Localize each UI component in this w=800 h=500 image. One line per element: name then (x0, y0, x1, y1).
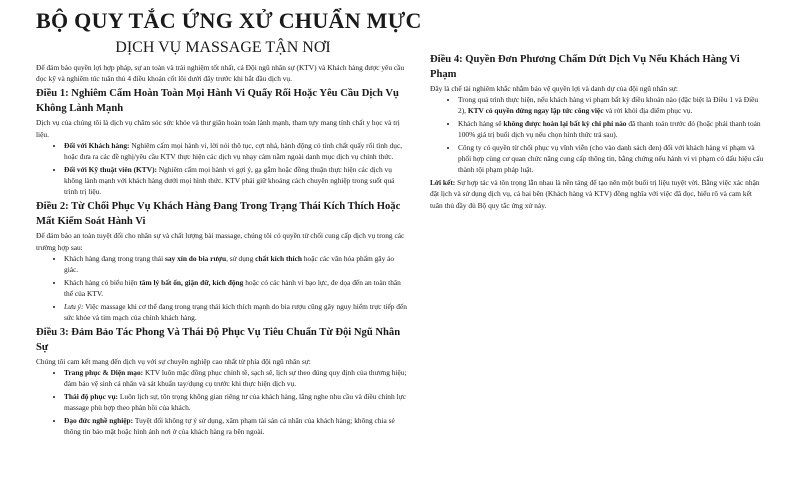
item-text: Công ty có quyền từ chối phục vụ vĩnh viễn (cho vào danh sách đen) đối với khách hàng vi phạm và phối hợp cùng cơ quan chức năng cung cấp thông tin, bằng chứng nếu hành vi vi phạm có dấu hiệu cấu thành tội phạm pháp luật. (458, 143, 764, 175)
item-text: và rời khỏi địa điểm phục vụ. (603, 106, 693, 116)
article-2-heading: Điều 2: Từ Chối Phục Vụ Khách Hàng Đang Trong Trạng Thái Kích Thích Hoặc Mất Kiểm Soát Hành Vi (36, 201, 401, 228)
article-4-heading: Điều 4: Quyền Đơn Phương Chấm Dứt Dịch Vụ Nếu Khách Hàng Vi Phạm (430, 54, 740, 80)
right-column (430, 52, 766, 211)
item-text: Khách hàng sẽ (458, 119, 504, 129)
item-text: Tuyệt đối không tự ý sử dụng, xâm phạm tài sản cá nhân của khách hàng; không chia sẻ thông tin bảo mật hoặc hình ảnh nơi ở của khách hàng ra bên ngoài. (64, 415, 395, 437)
list-item (64, 253, 410, 275)
closing-label: Lời kết: (430, 178, 456, 188)
article-3-list (36, 367, 410, 437)
item-text: Khách hàng đang trong trạng thái (64, 253, 165, 263)
item-label: Đối với Khách hàng: (64, 140, 130, 150)
item-text: , sử dụng (226, 253, 256, 263)
item-emphasis: chất kích thích (255, 253, 302, 263)
list-item (64, 301, 410, 323)
item-emphasis: say xỉn do bia rượu (164, 253, 227, 263)
item-label: Đạo đức nghề nghiệp: (64, 415, 134, 425)
item-text: hoặc các văn hóa phẩm gây ảo giác. (64, 253, 395, 274)
item-text: hoặc có các hành vi bạo lực, đe dọa đến an toàn thân thể của KTV. (64, 277, 401, 298)
closing-text: Sự hợp tác và tôn trọng lẫn nhau là nền tảng để tạo nên một buổi trị liệu tuyệt vời. Bằng việc xác nhận đặt lịch và sử dụng dịch vụ, cả hai bên (Khách hàng và KTV) đồng nghĩa với việc đã đọc, hiểu rõ và cam kết tuân thủ đầy đủ Bộ quy tắc ứng xử này. (430, 178, 760, 210)
item-text: Luôn lịch sự, tôn trọng không gian riêng tư của khách hàng, lắng nghe nhu cầu và điều chỉnh lực massage phù hợp theo phản hồi của khách. (64, 392, 406, 413)
document-subtitle: DỊCH VỤ MASSAGE TẬN NƠI (115, 39, 331, 56)
article-4-list (430, 94, 766, 175)
list-item (64, 415, 410, 437)
list-item (64, 367, 410, 389)
article-2-list (36, 253, 410, 323)
item-text: Khách hàng có biểu hiện (64, 277, 140, 287)
item-label: Đối với Kỹ thuật viên (KTV): (64, 164, 157, 174)
item-label: Trang phục & Diện mạo: (64, 368, 144, 378)
left-column (36, 0, 422, 439)
closing-paragraph (430, 177, 766, 211)
list-item (64, 277, 410, 299)
article-3-heading: Điều 3: Đảm Bảo Tác Phong Và Thái Độ Phục Vụ Tiêu Chuẩn Từ Đội Ngũ Nhân Sự (36, 326, 401, 353)
list-item (458, 118, 766, 140)
article-1-lead: Dịch vụ của chúng tôi là dịch vụ chăm sóc sức khỏe và thư giãn hoàn toàn lành mạnh, tham tựy mang tính chất y học và trị liệu. (36, 118, 400, 139)
list-item (458, 142, 766, 176)
item-emphasis: KTV có quyền dừng ngay lập tức công việc (467, 106, 604, 116)
item-emphasis: tâm lý bất ổn, giận dữ, kích động (139, 277, 244, 287)
document-title: BỘ QUY TẮC ỨNG XỬ CHUẨN MỰC (36, 8, 422, 33)
article-2-lead: Để đảm bảo an toàn tuyệt đối cho nhân sự và chất lượng bài massage, chúng tôi có quyền từ chối cung cấp dịch vụ trong các trường hợp sau: (36, 231, 405, 252)
item-text: Nghiêm cấm mọi hành vi, lời nói thô tục, cợt nhả, hành động có tính chất quấy rối tình dục, hoặc đưa ra các đề nghị/yêu cầu KTV thực hiện các dịch vụ nhạy cảm nằm ngoài danh mục dịch vụ chính thức. (64, 140, 403, 162)
item-text: Việc massage khi cơ thể đang trong trạng thái kích thích mạnh do bia rượu cũng gây nguy hiểm trực tiếp đến sức khỏe và tim mạch của chính khách hàng. (64, 301, 407, 322)
article-4-lead: Đây là chế tài nghiêm khắc nhằm bảo vệ quyền lợi và danh dự của đội ngũ nhân sự: (430, 84, 678, 93)
list-item (458, 94, 766, 116)
article-3-lead: Chúng tôi cam kết mang đến dịch vụ với sự chuyên nghiệp cao nhất từ phía đội ngũ nhân sự: (36, 356, 311, 366)
item-text: Trong quá trình thực hiện, nếu khách hàng vi phạm bất kỳ điều khoản nào (đặc biệt là Điều 1 và Điều 2), (458, 95, 759, 116)
item-text: Nghiêm cấm mọi hành vi gợi ý, gạ gẫm hoặc đồng thuận thực hiện các dịch vụ không lành mạnh với khách hàng dưới mọi hình thức. KTV phải giữ khoảng cách chuyên nghiệp trong suốt quá trình trị liệu. (64, 164, 395, 197)
item-emphasis: không được hoàn lại bất kỳ chi phí nào (503, 119, 627, 129)
article-1-heading: Điều 1: Nghiêm Cấm Hoàn Toàn Mọi Hành Vi Quấy Rối Hoặc Yêu Cầu Dịch Vụ Không Lành Mạnh (36, 88, 399, 115)
item-text: đã thanh toán trước đó (hoặc phải thanh toán 100% giá trị buổi dịch vụ nếu chọn hình thức trả sau). (458, 119, 761, 140)
item-label: Thái độ phục vụ: (64, 392, 119, 402)
list-item (64, 391, 410, 413)
intro-paragraph: Để đảm bảo quyền lợi hợp pháp, sự an toàn và trải nghiệm tốt nhất, cả Đội ngũ nhân sự (KTV) và Khách hàng được yêu cầu đọc kỹ và nghiêm túc tuân thủ 4 điều khoản cốt lõi dưới đây trước khi bắt đầu dịch vụ. (36, 63, 405, 84)
list-item (64, 164, 410, 198)
item-text: KTV luôn mặc đồng phục chỉnh tề, sạch sẽ, lịch sự theo đúng quy định của thương hiệu; đảm bảo vệ sinh cá nhân và sát khuẩn tay/dụng cụ trước khi thực hiện dịch vụ. (64, 368, 407, 389)
item-note-label: Lưu ý: (64, 301, 84, 311)
list-item (64, 140, 410, 162)
article-1-list (36, 140, 410, 198)
